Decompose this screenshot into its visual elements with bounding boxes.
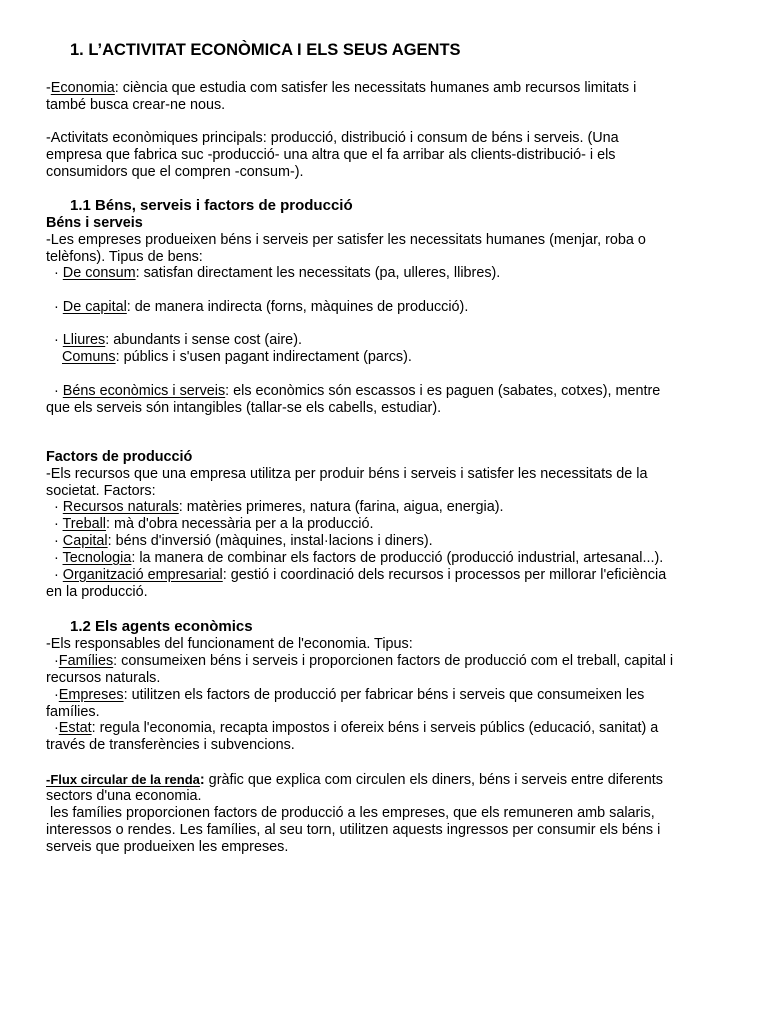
list-item-continuation: famílies.: [46, 704, 100, 720]
factors-intro-2: societat. Factors:: [46, 483, 156, 499]
list-item-continuation: que els serveis són intangibles (tallar-se els cabells, estudiar).: [46, 400, 442, 416]
list-item: · Organització empresarial: gestió i coordinació dels recursos i processos per millorar l'eficiència: [46, 567, 667, 583]
list-item: · Béns econòmics i serveis: els econòmics són escassos i es paguen (sabates, cotxes), mentre: [46, 383, 661, 399]
page-title: 1. L’ACTIVITAT ECONÒMICA I ELS SEUS AGENTS: [70, 41, 461, 59]
term-flux-circular: -Flux circular de la renda: [46, 772, 200, 787]
list-item: · Lliures: abundants i sense cost (aire).: [46, 332, 302, 348]
activitats-line-2: empresa que fabrica suc -producció- una altra que el fa arribar als clients-distribució- i els: [46, 147, 616, 163]
agents-intro: -Els responsables del funcionament de l'economia. Tipus:: [46, 636, 413, 652]
list-item: · De capital: de manera indirecta (forns, màquines de producció).: [46, 299, 469, 315]
flux-line-5: serveis que produeixen les empreses.: [46, 839, 289, 855]
list-item-continuation: en la producció.: [46, 584, 148, 600]
economia-definition: : ciència que estudia com satisfer les necessitats humanes amb recursos limitats i: [114, 80, 637, 96]
subheading-factors: Factors de producció: [46, 449, 193, 465]
economia-line-2: també busca crear-ne nous.: [46, 97, 226, 113]
list-item: · Treball: mà d'obra necessària per a la producció.: [46, 516, 374, 532]
list-item: · Capital: béns d'inversió (màquines, instal·lacions i diners).: [46, 533, 433, 549]
list-item: ·Famílies: consumeixen béns i serveis i proporcionen factors de producció com el treball, capital i: [46, 653, 674, 669]
flux-line-4: interessos o rendes. Les famílies, al seu torn, utilitzen aquests ingressos per consumir els béns i: [46, 822, 661, 838]
activitats-line-3: consumidors que el compren -consum-).: [46, 164, 304, 180]
list-item: ·Estat: regula l'economia, recapta impostos i ofereix béns i serveis públics (educació, sanitat) a: [46, 720, 659, 736]
bullet-dash: -: [46, 80, 51, 96]
flux-line-2: sectors d'una economia.: [46, 788, 202, 804]
bens-intro-2: telèfons). Tipus de bens:: [46, 249, 203, 265]
economia-line-1: [46, 80, 636, 97]
list-item: ·Empreses: utilitzen els factors de producció per fabricar béns i serveis que consumeixen les: [46, 687, 645, 703]
section-heading-1-2: 1.2 Els agents econòmics: [70, 618, 253, 635]
flux-line-3: les famílies proporcionen factors de producció a les empreses, que els remuneren amb salaris,: [46, 805, 655, 821]
subheading-bens-serveis: Béns i serveis: [46, 215, 143, 231]
bens-intro-1: -Les empreses produeixen béns i serveis per satisfer les necessitats humanes (menjar, roba o: [46, 232, 646, 248]
list-item: · Recursos naturals: matèries primeres, natura (farina, aigua, energia).: [46, 499, 504, 515]
flux-line-1: -Flux circular de la renda: gràfic que explica com circulen els diners, béns i serveis entre diferents: [46, 772, 664, 788]
factors-intro-1: -Els recursos que una empresa utilitza per produir béns i serveis i satisfer les necessitats de la: [46, 466, 648, 482]
list-item: · Tecnologia: la manera de combinar els factors de producció (producció industrial, artesanal...).: [46, 550, 664, 566]
list-item: · De consum: satisfan directament les necessitats (pa, ulleres, llibres).: [46, 265, 501, 281]
list-item-continuation: través de transferències i subvencions.: [46, 737, 295, 753]
term-economia: Economia: [50, 80, 115, 96]
list-item: Comuns: públics i s'usen pagant indirectament (parcs).: [62, 349, 412, 365]
section-heading-1-1: 1.1 Béns, serveis i factors de producció: [70, 197, 353, 214]
list-item-continuation: recursos naturals.: [46, 670, 161, 686]
activitats-line-1: -Activitats econòmiques principals: producció, distribució i consum de béns i serveis. (Una: [46, 130, 619, 146]
